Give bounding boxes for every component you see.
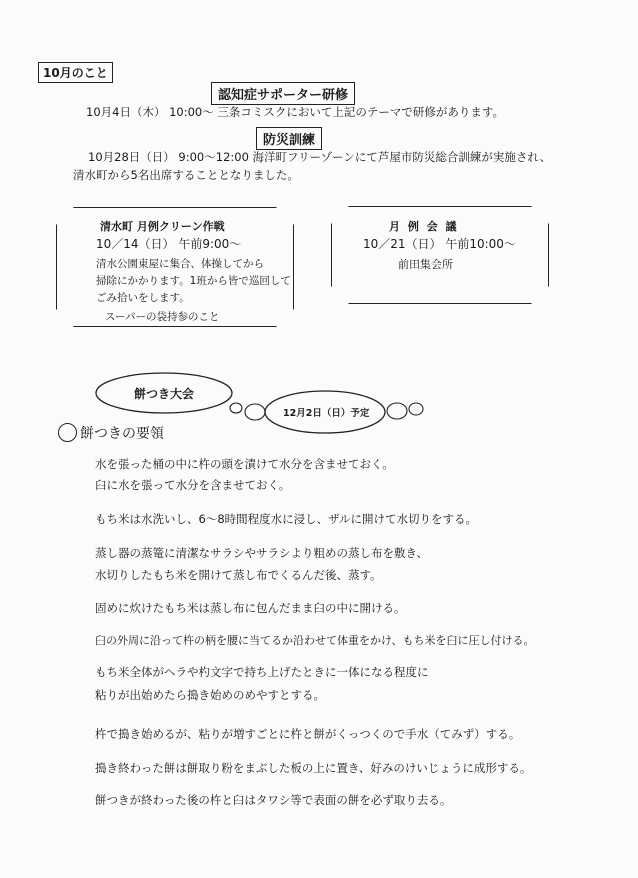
cleanup-line2: 掃除にかかります。1班から皆で巡回して <box>96 275 291 287</box>
guide-line-2: 臼に水を張って水分を含ませておく。 <box>95 478 291 492</box>
cleanup-title: 清水町 月例クリーン作戦 <box>100 220 225 233</box>
drill-title: 防災訓練 <box>256 127 322 150</box>
event-date: 12月2日（日）予定 <box>283 408 370 419</box>
guide-line-1: 水を張った桶の中に杵の頭を漬けて水分を含ませておく。 <box>95 457 394 471</box>
small-bubble-1 <box>230 403 242 413</box>
guide-line-4: 蒸し器の蒸篭に清潔なサラシやサラシより粗めの蒸し布を敷き、 <box>95 546 429 560</box>
event-title: 餅つき大会 <box>134 387 195 401</box>
small-bubble-2 <box>245 404 265 420</box>
training-detail: 10月4日（木） 10:00～ 三条コミスクにおいて上記のテーマで研修があります。 <box>86 105 504 119</box>
guide-circle-icon <box>58 423 77 442</box>
guide-line-7: 臼の外周に沿って杵の柄を腰に当てるか沿わせて体重をかけ、もち米を臼に圧し付ける。 <box>95 634 535 647</box>
guide-line-11: 搗き終わった餅は餅取り粉をまぶした板の上に置き、好みのけいじょうに成形する。 <box>95 761 532 775</box>
training-title: 認知症サポーター研修 <box>211 82 355 105</box>
guide-line-5: 水切りしたもち米を開けて蒸し布でくるんだ後、蒸す。 <box>95 568 382 582</box>
cleanup-date: 10／14（日） 午前9:00～ <box>96 237 242 251</box>
guide-line-8: もち米全体がヘラや杓文字で持ち上げたときに一体になる程度に <box>95 665 429 679</box>
guide-line-10: 杵で搗き始めるが、粘りが増すごとに杵と餅がくっつくので手水（てみず）する。 <box>95 727 521 741</box>
small-bubble-4 <box>409 403 423 415</box>
guide-line-3: もち米は水洗いし、6～8時間程度水に浸し、ザルに開けて水切りをする。 <box>95 512 478 526</box>
guide-line-12: 餅つきが終わった後の杵と臼はタワシ等で表面の餅を必ず取り去る。 <box>95 793 452 807</box>
meeting-date: 10／21（日） 午前10:00～ <box>363 237 516 251</box>
page-heading: 10月のこと <box>38 62 113 83</box>
cleanup-line4: スーパーの袋持参のこと <box>105 311 220 323</box>
meeting-place: 前田集会所 <box>398 258 453 271</box>
cleanup-line3: ごみ拾いをします。 <box>96 292 190 304</box>
guide-line-6: 固めに炊けたもち米は蒸し布に包んだまま臼の中に開ける。 <box>95 601 406 615</box>
drill-detail-line1: 10月28日（日） 9:00～12:00 海洋町フリーゾーンにて芦屋市防災総合訓練が実施され、 <box>88 150 552 164</box>
cleanup-line1: 清水公園東屋に集合、体操してから <box>96 258 264 270</box>
guide-heading: 餅つきの要領 <box>80 426 164 442</box>
meeting-title: 月 例 会 議 <box>389 220 459 233</box>
guide-line-9: 粘りが出始めたら搗き始めのめやすとする。 <box>95 688 325 702</box>
small-bubble-3 <box>387 403 407 419</box>
drill-detail-line2: 清水町から5名出席することとなりました。 <box>73 168 299 182</box>
